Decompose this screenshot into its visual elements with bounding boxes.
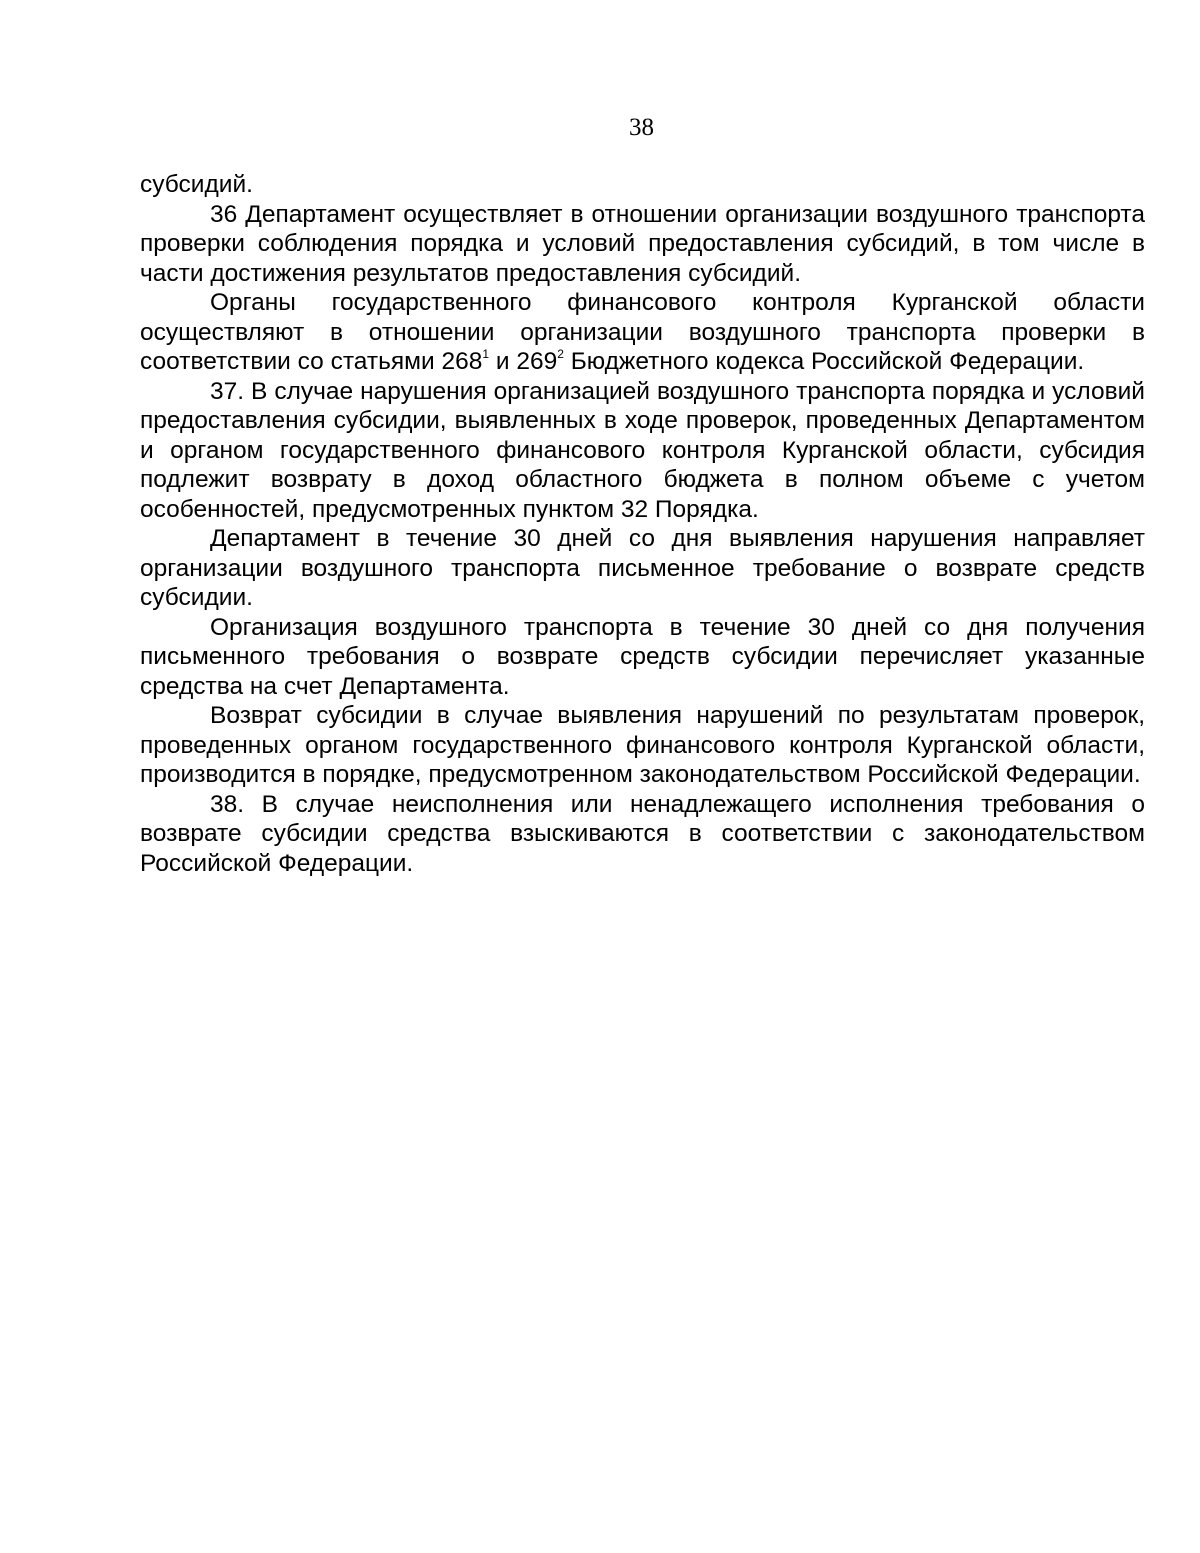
superscript: 1 [482, 347, 490, 361]
paragraph-control-bodies [140, 288, 1145, 377]
paragraph-return-procedure: Возврат субсидии в случае выявления нарушений по результатам проверок, проведенных органом государственного финансового контроля Курганской области, производится в порядке, предусмотренном законодательством Российской Федерации. [140, 702, 1145, 788]
paragraph-item-37: 37. В случае нарушения организацией воздушного транспорта порядка и условий предоставления субсидии, выявленных в ходе проверок, проведенных Департаментом и органом государственного финансового контроля Курганской области, субсидия подлежит возврату в доход областного бюджета в полном объеме с учетом особенностей, предусмотренных пунктом 32 Порядка. [140, 377, 1145, 523]
paragraph-item-36: 36 Департамент осуществляет в отношении организации воздушного транспорта проверки соблюдения порядка и условий предоставления субсидий, в том числе в части достижения результатов предоставления субсидий. [140, 200, 1145, 287]
paragraph-text: Органы государственного финансового контроля Курганской области осуществляют в отношении организации воздушного транспорта проверки в соответствии со статьями 268 [140, 289, 1145, 375]
paragraph-continuation: субсидий. [140, 171, 253, 198]
paragraph-text: Бюджетного кодекса Российской Федерации. [563, 348, 1085, 375]
paragraph-item-38: 38. В случае неисполнения или ненадлежащего исполнения требования о возврате субсидии средства взыскиваются в соответствии с законодательством Российской Федерации. [140, 790, 1145, 877]
superscript: 2 [557, 347, 564, 361]
paragraph-transfer: Организация воздушного транспорта в течение 30 дней со дня получения письменного требования о возврате средств субсидии перечисляет указанные средства на счет Департамента. [140, 613, 1145, 700]
paragraph-demand-notice: Департамент в течение 30 дней со дня выявления нарушения направляет организации воздушного транспорта письменное требование о возврате средств субсидии. [140, 525, 1145, 611]
page-number: 38 [629, 114, 654, 141]
document-body [140, 170, 1145, 878]
paragraph-text: и 269 [489, 348, 558, 375]
